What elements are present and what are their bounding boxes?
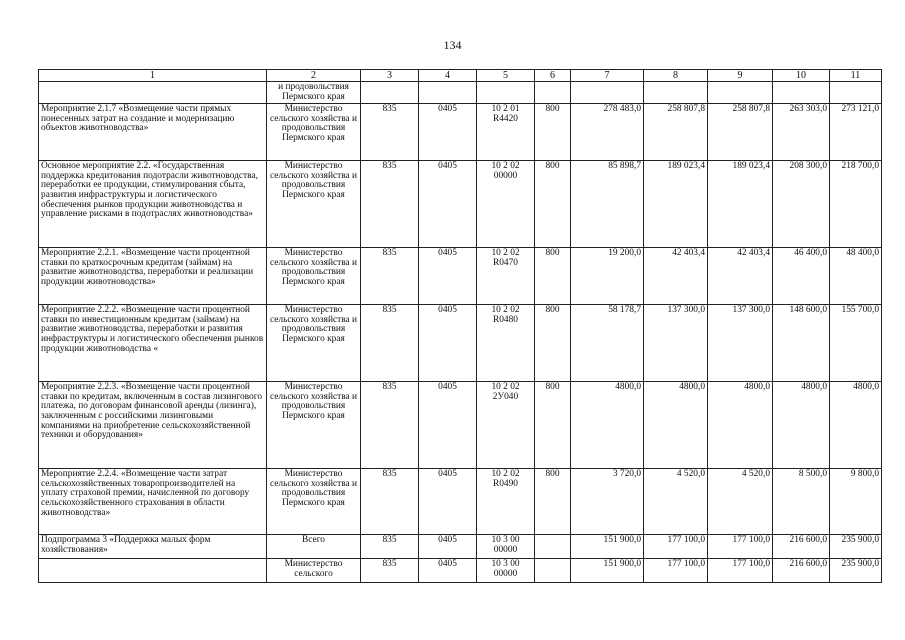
code-target: 10 3 00 00000: [477, 559, 535, 583]
budget-table: [38, 69, 882, 583]
amount-col11: 4800,0: [830, 382, 882, 469]
program-name: Мероприятие 2.2.3. «Возмещение части процентной ставки по кредитам, включенным в состав лизингового платежа, по договорам финансовой аренды (лизинга), заключенным с российскими лизинговыми компаниями на приобретение сельскохозяйственной техники и оборудования»: [39, 382, 267, 469]
amount-col10: 208 300,0: [773, 161, 830, 248]
table-row: [39, 559, 882, 583]
program-name: Основное мероприятие 2.2. «Государственная поддержка кредитования подотрасли животноводства, переработки ее продукции, стимулирования сбыта, развития инфраструктуры и логистического обеспечения рынков продукции животноводства и управление рисками в подотраслях животноводства»: [39, 161, 267, 248]
amount-col8: 42 403,4: [644, 248, 708, 305]
code-expense-type: [535, 559, 571, 583]
amount-col7: 3 720,0: [571, 469, 644, 535]
code-target: 10 2 01 R4420: [477, 104, 535, 161]
program-name: [39, 82, 267, 104]
amount-col10: 4800,0: [773, 382, 830, 469]
amount-col7: 19 200,0: [571, 248, 644, 305]
responsible-org: Министерство сельского хозяйства и продовольствия Пермского края: [267, 469, 361, 535]
code-section: 0405: [419, 104, 477, 161]
table-row: [39, 382, 882, 469]
amount-col11: 273 121,0: [830, 104, 882, 161]
table-row: [39, 469, 882, 535]
code-expense-type: [535, 535, 571, 559]
amount-col11: 9 800,0: [830, 469, 882, 535]
code-ministry: 835: [361, 248, 419, 305]
code-expense-type: 800: [535, 305, 571, 382]
responsible-org: Всего: [267, 535, 361, 559]
code-target: 10 2 02 R0480: [477, 305, 535, 382]
table-row: [39, 104, 882, 161]
col-header: 6: [535, 70, 571, 82]
amount-col9: 189 023,4: [708, 161, 773, 248]
responsible-org: Министерство сельского хозяйства и продовольствия Пермского края: [267, 104, 361, 161]
code-section: 0405: [419, 469, 477, 535]
amount-col9: 177 100,0: [708, 535, 773, 559]
code-section: 0405: [419, 161, 477, 248]
col-header: 3: [361, 70, 419, 82]
code-expense-type: 800: [535, 104, 571, 161]
amount-col10: 263 303,0: [773, 104, 830, 161]
col-header: 5: [477, 70, 535, 82]
amount-col10: 46 400,0: [773, 248, 830, 305]
responsible-org: и продовольствия Пермского края: [267, 82, 361, 104]
table-row: [39, 82, 882, 104]
code-section: 0405: [419, 535, 477, 559]
code-ministry: 835: [361, 382, 419, 469]
col-header: 10: [773, 70, 830, 82]
amount-col10: 148 600,0: [773, 305, 830, 382]
code-section: 0405: [419, 305, 477, 382]
amount-col10: [773, 82, 830, 104]
responsible-org: Министерство сельского хозяйства и продовольствия Пермского края: [267, 248, 361, 305]
code-target: [477, 82, 535, 104]
code-section: 0405: [419, 559, 477, 583]
col-header: 11: [830, 70, 882, 82]
responsible-org: Министерство сельского хозяйства и продовольствия Пермского края: [267, 305, 361, 382]
code-expense-type: 800: [535, 382, 571, 469]
amount-col7: 58 178,7: [571, 305, 644, 382]
program-name: [39, 559, 267, 583]
code-expense-type: 800: [535, 248, 571, 305]
amount-col8: 4 520,0: [644, 469, 708, 535]
code-section: 0405: [419, 248, 477, 305]
amount-col10: 8 500,0: [773, 469, 830, 535]
col-header: 4: [419, 70, 477, 82]
amount-col11: [830, 82, 882, 104]
col-header: 9: [708, 70, 773, 82]
code-ministry: 835: [361, 104, 419, 161]
col-header: 8: [644, 70, 708, 82]
amount-col8: 189 023,4: [644, 161, 708, 248]
code-ministry: 835: [361, 559, 419, 583]
responsible-org: Министерство сельского: [267, 559, 361, 583]
amount-col10: 216 600,0: [773, 559, 830, 583]
code-target: 10 2 02 00000: [477, 161, 535, 248]
amount-col11: 235 900,0: [830, 535, 882, 559]
amount-col8: [644, 82, 708, 104]
amount-col8: 4800,0: [644, 382, 708, 469]
code-target: 10 2 02 R0470: [477, 248, 535, 305]
amount-col11: 235 900,0: [830, 559, 882, 583]
amount-col9: 258 807,8: [708, 104, 773, 161]
amount-col7: 151 900,0: [571, 559, 644, 583]
amount-col8: 177 100,0: [644, 559, 708, 583]
code-ministry: 835: [361, 305, 419, 382]
program-name: Мероприятие 2.1.7 «Возмещение части прямых понесенных затрат на создание и модернизацию объектов животноводства»: [39, 104, 267, 161]
amount-col11: 218 700,0: [830, 161, 882, 248]
code-ministry: 835: [361, 469, 419, 535]
amount-col7: 4800,0: [571, 382, 644, 469]
amount-col7: [571, 82, 644, 104]
amount-col9: 4 520,0: [708, 469, 773, 535]
amount-col7: 151 900,0: [571, 535, 644, 559]
col-header: 2: [267, 70, 361, 82]
table-row: [39, 248, 882, 305]
code-ministry: [361, 82, 419, 104]
code-section: 0405: [419, 382, 477, 469]
code-section: [419, 82, 477, 104]
amount-col7: 85 898,7: [571, 161, 644, 248]
code-expense-type: 800: [535, 469, 571, 535]
program-name: Подпрограмма 3 «Поддержка малых форм хозяйствования»: [39, 535, 267, 559]
table-row: [39, 305, 882, 382]
responsible-org: Министерство сельского хозяйства и продовольствия Пермского края: [267, 382, 361, 469]
code-ministry: 835: [361, 535, 419, 559]
amount-col9: [708, 82, 773, 104]
amount-col11: 48 400,0: [830, 248, 882, 305]
code-target: 10 3 00 00000: [477, 535, 535, 559]
amount-col8: 177 100,0: [644, 535, 708, 559]
col-header: 7: [571, 70, 644, 82]
program-name: Мероприятие 2.2.4. «Возмещение части затрат сельскохозяйственных товаропроизводителей на уплату страховой премии, начисленной по договору сельскохозяйственного страхования в области животноводства»: [39, 469, 267, 535]
amount-col8: 137 300,0: [644, 305, 708, 382]
amount-col8: 258 807,8: [644, 104, 708, 161]
page-number: 134: [443, 38, 462, 52]
code-ministry: 835: [361, 161, 419, 248]
column-number-row: [39, 70, 882, 82]
amount-col9: 42 403,4: [708, 248, 773, 305]
amount-col9: 4800,0: [708, 382, 773, 469]
responsible-org: Министерство сельского хозяйства и продовольствия Пермского края: [267, 161, 361, 248]
amount-col10: 216 600,0: [773, 535, 830, 559]
program-name: Мероприятие 2.2.1. «Возмещение части процентной ставки по краткосрочным кредитам (займам) на развитие животноводства, переработки и реализации продукции животноводства»: [39, 248, 267, 305]
amount-col11: 155 700,0: [830, 305, 882, 382]
code-expense-type: 800: [535, 161, 571, 248]
code-target: 10 2 02 R0490: [477, 469, 535, 535]
table-row: [39, 535, 882, 559]
table-row: [39, 161, 882, 248]
code-target: 10 2 02 2У040: [477, 382, 535, 469]
amount-col9: 137 300,0: [708, 305, 773, 382]
code-expense-type: [535, 82, 571, 104]
program-name: Мероприятие 2.2.2. «Возмещение части процентной ставки по инвестиционным кредитам (займам) на развитие животноводства, переработки и развития инфраструктуры и логистического обеспечения рынков продукции животноводства «: [39, 305, 267, 382]
col-header: 1: [39, 70, 267, 82]
amount-col7: 278 483,0: [571, 104, 644, 161]
amount-col9: 177 100,0: [708, 559, 773, 583]
